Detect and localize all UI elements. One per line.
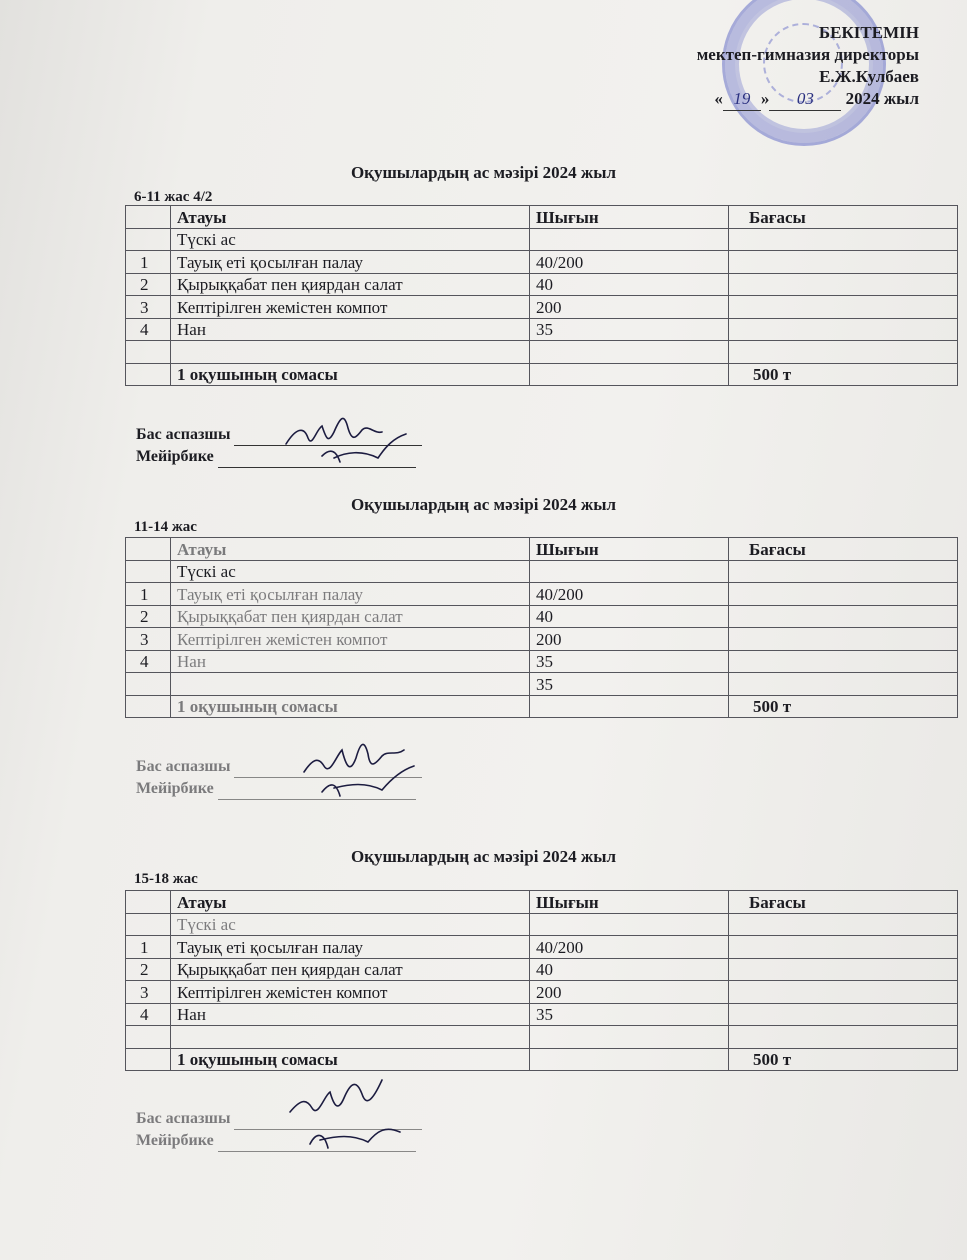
- total-row: [126, 695, 958, 718]
- column-header-quantity: Шығын: [530, 206, 729, 229]
- table-row: 3 Кептірілген жемістен компот 200: [126, 628, 958, 651]
- column-header-price: Бағасы: [729, 891, 958, 914]
- cook-signature-label: Бас аспазшы: [136, 758, 231, 775]
- table-row: [126, 1026, 958, 1049]
- column-header-name: Атауы: [171, 891, 530, 914]
- meal-row: [126, 228, 958, 251]
- meal-label: Түскі ас: [171, 560, 530, 583]
- total-label: 1 оқушының сомасы: [171, 363, 530, 386]
- table-row: 4 Нан 35: [126, 1003, 958, 1026]
- meal-row: [126, 913, 958, 936]
- table-row: 3 Кептірілген жемістен компот 200: [126, 296, 958, 319]
- handwritten-signature: [286, 1072, 406, 1162]
- table-row: 4 Нан 35: [126, 318, 958, 341]
- menu-title: Оқушылардың ас мәзірі 2024 жыл: [350, 847, 617, 866]
- column-header-name: Атауы: [171, 206, 530, 229]
- age-group: 6-11 жас 4/2: [134, 189, 213, 205]
- date-month: 03: [769, 88, 841, 111]
- table-row: 35: [126, 673, 958, 696]
- total-value: 500 т: [729, 695, 958, 718]
- column-header-price: Бағасы: [729, 206, 958, 229]
- table-row: 3 Кептірілген жемістен компот 200: [126, 981, 958, 1004]
- handwritten-signature: [282, 408, 412, 472]
- age-group: 11-14 жас: [134, 519, 197, 535]
- approval-date: « 19 » 03 2024 жыл: [697, 88, 919, 111]
- table-row: 1 Тауық еті қосылған палау 40/200: [126, 583, 958, 606]
- menu-table: [125, 890, 958, 1071]
- total-value: 500 т: [729, 363, 958, 386]
- column-header-quantity: Шығын: [530, 538, 729, 561]
- table-row: 1 Тауық еті қосылған палау 40/200: [126, 936, 958, 959]
- table-row: 4 Нан 35: [126, 650, 958, 673]
- table-header-row: [126, 891, 958, 914]
- approval-position: мектеп-гимназия директоры: [696, 45, 919, 64]
- table-row: [126, 341, 958, 364]
- cook-signature-label: Бас аспазшы: [136, 426, 231, 443]
- table-row: 2 Қырыққабат пен қиярдан салат 40: [126, 273, 958, 296]
- total-value: 500 т: [729, 1048, 958, 1071]
- approval-block: [697, 22, 919, 111]
- table-row: 1 Тауық еті қосылған палау 40/200: [126, 251, 958, 274]
- column-header-price: Бағасы: [729, 538, 958, 561]
- menu-title: Оқушылардың ас мәзірі 2024 жыл: [350, 495, 617, 514]
- total-row: [126, 1048, 958, 1071]
- nurse-signature-label: Мейірбике: [136, 448, 214, 465]
- date-day: 19: [723, 88, 761, 111]
- nurse-signature-label: Мейірбике: [136, 780, 214, 797]
- total-label: 1 оқушының сомасы: [171, 695, 530, 718]
- table-row: 2 Қырыққабат пен қиярдан салат 40: [126, 605, 958, 628]
- approval-director: Е.Ж.Кулбаев: [819, 67, 919, 86]
- meal-row: [126, 560, 958, 583]
- table-row: 2 Қырыққабат пен қиярдан салат 40: [126, 958, 958, 981]
- handwritten-signature: [300, 736, 420, 806]
- total-label: 1 оқушының сомасы: [171, 1048, 530, 1071]
- age-group: 15-18 жас: [134, 871, 198, 887]
- total-row: [126, 363, 958, 386]
- menu-table: [125, 537, 958, 718]
- column-header-name: Атауы: [171, 538, 530, 561]
- table-header-row: [126, 206, 958, 229]
- approval-heading: БЕКІТЕМІН: [818, 23, 919, 42]
- nurse-signature-label: Мейірбике: [136, 1132, 214, 1149]
- menu-title: Оқушылардың ас мәзірі 2024 жыл: [350, 163, 617, 182]
- cook-signature-label: Бас аспазшы: [136, 1110, 231, 1127]
- table-header-row: [126, 538, 958, 561]
- meal-label: Түскі ас: [171, 228, 530, 251]
- column-header-quantity: Шығын: [530, 891, 729, 914]
- menu-table: [125, 205, 958, 386]
- meal-label: Түскі ас: [171, 913, 530, 936]
